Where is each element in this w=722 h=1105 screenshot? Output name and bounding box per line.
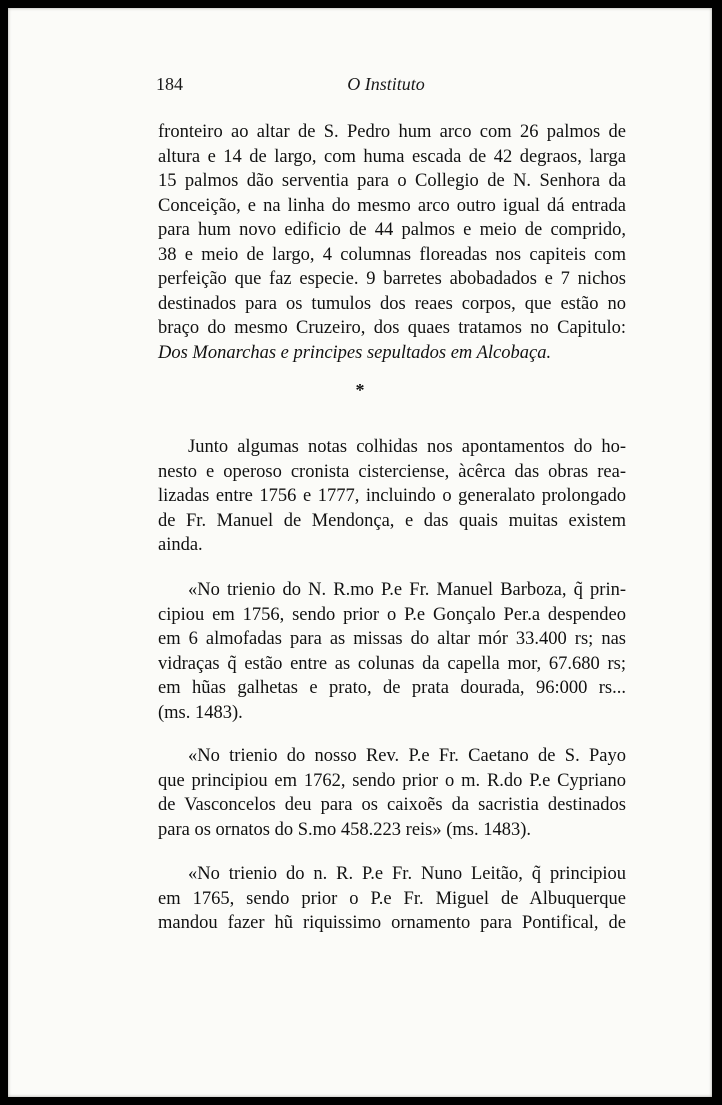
text-line: Conceição, e na linha do mesmo arco outro igual dá entrada xyxy=(158,195,626,216)
text-line: 38 e meio de largo, 4 columnas floreadas nos capiteis com xyxy=(158,244,626,265)
text-line: de Fr. Manuel de Mendonça, e das quais muitas existem xyxy=(158,510,626,531)
text-line: braço do mesmo Cruzeiro, dos quaes tratamos no Capitulo: xyxy=(158,318,626,338)
text-line: perfeição que faz especie. 9 barretes abobadados e 7 nichos xyxy=(158,269,626,289)
text-line: fronteiro ao altar de S. Pedro hum arco com 26 palmos de xyxy=(158,122,626,142)
text-line: de Vasconcelos deu para os caixoẽs da sacristia destinados xyxy=(158,795,626,815)
text-line: em 1765, sendo prior o P.e Fr. Miguel de Albuquerque xyxy=(158,888,626,909)
text-line xyxy=(158,744,626,769)
text-line: nesto e operoso cronista cisterciense, àcêrca das obras rea- xyxy=(158,461,626,482)
book-page xyxy=(8,8,712,1097)
text-line: vidraças q̃ estão entre as colunas da capella mor, 67.680 rs; xyxy=(158,653,626,674)
text-line-content: «No trienio do nosso Rev. P.e Fr. Caetano de S. Payo xyxy=(188,746,626,766)
page-header xyxy=(156,74,616,96)
paragraph-1 xyxy=(158,120,626,365)
section-separator: * xyxy=(355,380,365,400)
paragraph-2 xyxy=(158,435,626,558)
paragraph-5 xyxy=(158,862,626,936)
text-line: 15 palmos dão serventia para o Collegio de N. Senhora da xyxy=(158,171,626,191)
paragraph-3 xyxy=(158,578,626,725)
text-line: cipiou em 1756, sendo prior o P.e Gonçalo Per.a despendeo xyxy=(158,604,626,625)
text-line xyxy=(158,435,626,460)
text-line-content: «No trienio do n. R. P.e Fr. Nuno Leitão, q̃ principiou xyxy=(188,864,626,884)
text-line-content: Junto algumas notas colhidas nos apontamentos do ho- xyxy=(188,437,626,457)
text-line: em hũas galhetas e prato, de prata dourada, 96:000 rs... xyxy=(158,678,626,698)
text-line: para os ornatos do S.mo 458.223 reis» (ms. 1483). xyxy=(158,819,532,840)
text-line xyxy=(158,578,626,603)
chapter-reference: Dos Monarchas e principes sepultados em Alcobaça. xyxy=(158,342,552,363)
text-line: (ms. 1483). xyxy=(158,702,243,723)
page-number: 184 xyxy=(156,74,183,94)
running-title: O Instituto xyxy=(347,74,425,94)
text-line: em 6 almofadas para as missas do altar mór 33.400 rs; nas xyxy=(158,629,626,649)
text-line: para hum novo edificio de 44 palmos e meio de comprido, xyxy=(158,220,626,240)
text-line: lizadas entre 1756 e 1777, incluindo o generalato prolongado xyxy=(158,486,626,506)
text-line-content: «No trienio do N. R.mo P.e Fr. Manuel Barboza, q̃ prin- xyxy=(188,580,626,600)
text-line: altura e 14 de largo, com huma escada de 42 degraos, larga xyxy=(158,146,626,167)
text-line xyxy=(158,862,626,887)
text-line: que principiou em 1762, sendo prior o m. R.do P.e Cypriano xyxy=(158,770,626,791)
text-line: ainda. xyxy=(158,535,203,555)
text-line: destinados para os tumulos dos reaes corpos, que estão no xyxy=(158,293,626,314)
text-line: mandou fazer hũ riquissimo ornamento para Pontifical, de xyxy=(158,913,626,933)
paragraph-4 xyxy=(158,744,626,842)
